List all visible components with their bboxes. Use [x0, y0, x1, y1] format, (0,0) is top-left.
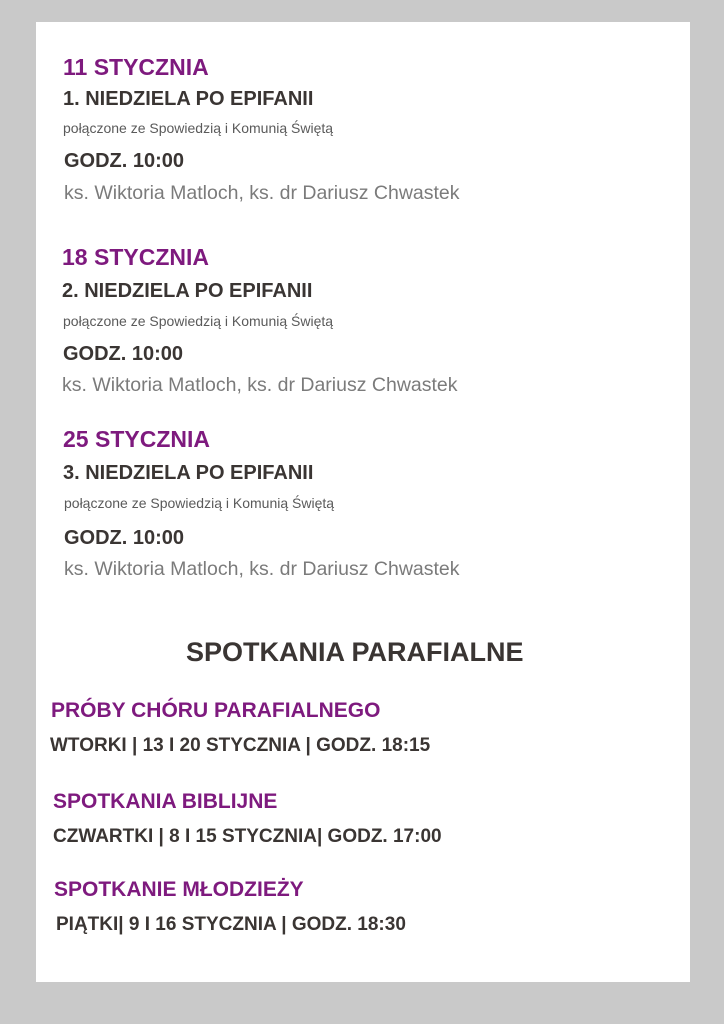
- service-title: 3. NIEDZIELA PO EPIFANII: [63, 462, 314, 484]
- service-note: połączone ze Spowiedzią i Komunią Świętą: [63, 120, 334, 136]
- meeting-name: SPOTKANIE MŁODZIEŻY: [54, 878, 304, 901]
- service-note: połączone ze Spowiedzią i Komunią Świętą: [63, 313, 334, 329]
- service-date: 18 STYCZNIA: [62, 244, 209, 270]
- meeting-schedule: PIĄTKI| 9 I 16 STYCZNIA | GODZ. 18:30: [56, 914, 406, 935]
- service-clergy: ks. Wiktoria Matloch, ks. dr Dariusz Chwastek: [64, 182, 460, 204]
- meeting-name: PRÓBY CHÓRU PARAFIALNEGO: [51, 699, 381, 722]
- meetings-heading: SPOTKANIA PARAFIALNE: [186, 637, 524, 667]
- service-date: 25 STYCZNIA: [63, 426, 210, 452]
- service-clergy: ks. Wiktoria Matloch, ks. dr Dariusz Chwastek: [64, 558, 460, 580]
- meeting-schedule: CZWARTKI | 8 I 15 STYCZNIA| GODZ. 17:00: [53, 826, 442, 847]
- service-title: 1. NIEDZIELA PO EPIFANII: [63, 88, 314, 110]
- service-time: GODZ. 10:00: [64, 527, 185, 549]
- service-clergy: ks. Wiktoria Matloch, ks. dr Dariusz Chwastek: [62, 374, 458, 396]
- meeting-name: SPOTKANIA BIBLIJNE: [53, 790, 278, 813]
- service-title: 2. NIEDZIELA PO EPIFANII: [62, 280, 313, 302]
- service-date: 11 STYCZNIA: [63, 54, 209, 80]
- service-note: połączone ze Spowiedzią i Komunią Świętą: [64, 495, 335, 511]
- service-time: GODZ. 10:00: [64, 150, 185, 172]
- bulletin-page: [36, 22, 690, 982]
- meeting-schedule: WTORKI | 13 I 20 STYCZNIA | GODZ. 18:15: [50, 735, 431, 756]
- service-time: GODZ. 10:00: [63, 343, 184, 365]
